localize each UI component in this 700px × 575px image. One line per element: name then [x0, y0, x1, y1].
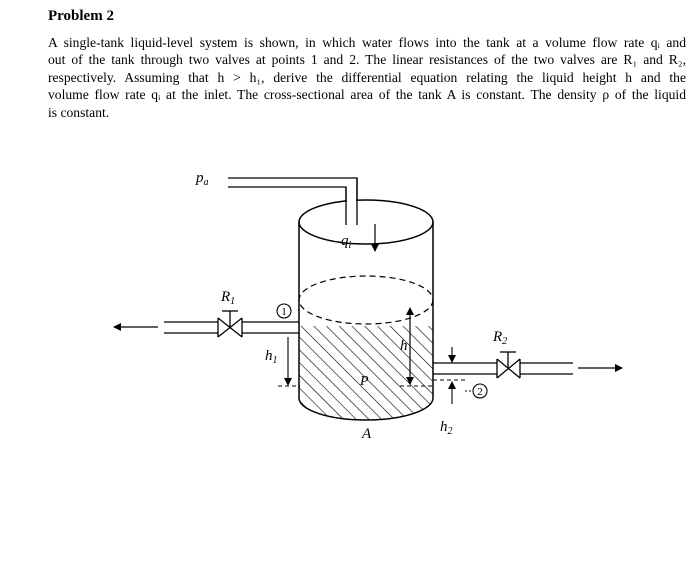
atmospheric-pressure-label: $p_a$ — [196, 170, 209, 188]
point-2-marker — [465, 384, 487, 398]
pressure-p-label: P — [360, 374, 369, 389]
h2-dimension — [433, 347, 467, 404]
h2-label: $h_2$ — [440, 419, 453, 437]
area-a-label: A — [362, 426, 372, 442]
statement-line-4: volume flow rate qᵢ at the inlet. The cross-sectional area of the tank A is constant. The density ρ of the liquid — [48, 87, 686, 103]
valve-2 — [497, 352, 520, 378]
h-label: h — [400, 338, 408, 354]
valve-1 — [218, 311, 242, 337]
inlet-pipe-end — [346, 178, 357, 226]
statement-line-2: out of the tank through two valves at points 1 and 2. The linear resistances of the two valves are R₁ and R₂, — [48, 52, 686, 68]
svg-text:1: 1 — [281, 306, 287, 318]
statement-line-5: is constant. — [48, 104, 110, 120]
h1-label: $h_1$ — [265, 348, 278, 366]
liquid-surface — [299, 276, 433, 324]
h1-dimension — [278, 333, 300, 386]
outlet-pipe-1 — [164, 322, 299, 333]
svg-text:2: 2 — [477, 386, 483, 398]
inflow-rate-label: $q_i$ — [341, 233, 352, 251]
statement-line-3: respectively. Assuming that h > h₁, derive the differential equation relating the liquid height h and the — [48, 69, 686, 85]
statement-line-1: A single-tank liquid-level system is shown, in which water flows into the tank at a volume flow rate qᵢ and — [48, 35, 686, 50]
liquid-hatch — [299, 326, 433, 420]
problem-heading: Problem 2 — [48, 8, 114, 24]
resistance-r1-label: $R_1$ — [221, 289, 236, 307]
resistance-r2-label: $R_2$ — [493, 329, 508, 347]
point-1-marker — [277, 304, 291, 318]
